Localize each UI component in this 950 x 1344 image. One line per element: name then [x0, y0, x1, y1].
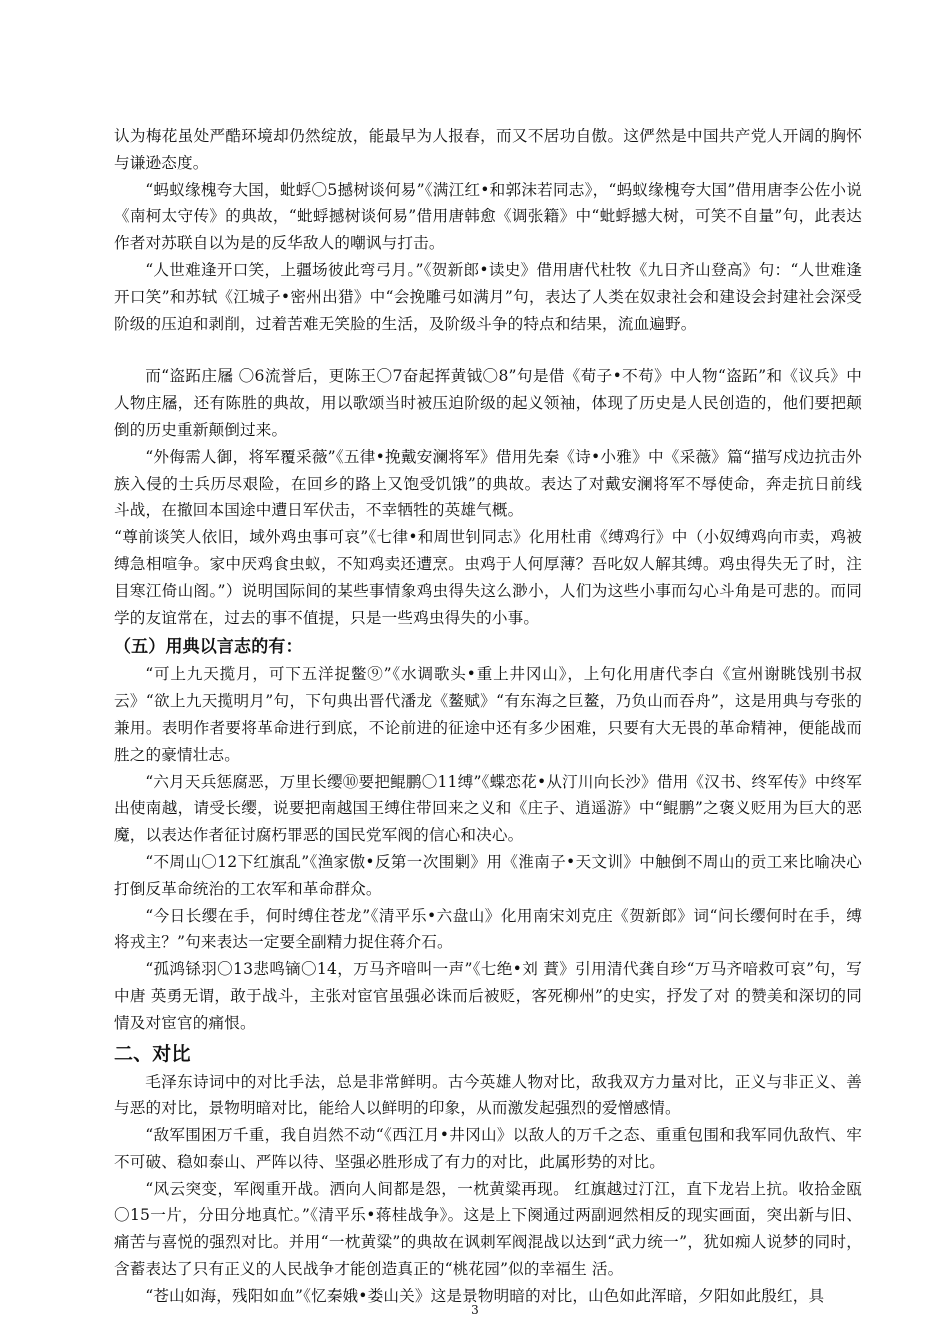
- paragraph-mountains-sea: “苍山如海，残阳如血”《忆秦娥•娄山关》这是景物明暗的对比，山色如此浑暗，夕阳如此殷红，具: [145, 1286, 825, 1305]
- paragraph-general-dai: “外侮需人御，将军覆采薇”《五律•挽戴安澜将军》借用先秦《诗•小雅》中《采薇》篇“描写戍边抗击外族入侵的士兵历尽艰险，在回乡的路上又饱受饥饿”的典故。表达了对戴安澜将军不辱使命，奔走抗日前线斗战，在撤回本国途中遭日军伏击，不幸牺牲的英雄气概。: [114, 447, 862, 520]
- paragraph-lone-goose: “孤鸿铩羽〇13悲鸣镝〇14，万马齐喑叫一声”《七绝•刘 蕡》引用清代龚自珍“万马齐喑救可哀”句，写中唐 英勇无谓，敢于战斗，主张对宦官虽强必诛而后被贬，客死柳州”的史实，抒发了对 的赞美和深切的同情及对宦官的痛恨。: [114, 960, 862, 1032]
- paragraph-plum-blossom: 认为梅花虽处严酷环境却仍然绽放，能最早为人报春，而又不居功自傲。这俨然是中国共产党人开阔的胸怀与谦逊态度。: [114, 127, 862, 172]
- document-body: [114, 123, 862, 1310]
- paragraph-spacer: [114, 337, 862, 363]
- section-heading-contrast: 二、对比: [114, 1042, 191, 1065]
- paragraph-enemy-siege: “敌军围困万千重，我自岿然不动“《西江月•井冈山》以敌人的万千之态、重重包围和我军同仇敌忾、牢不可破、稳如泰山、严阵以待、坚强必胜形成了有力的对比，此属形势的对比。: [114, 1126, 862, 1171]
- paragraph-rare-smile: “人世难逢开口笑，上疆场彼此弯弓月。”《贺新郎•读史》借用唐代杜牧《九日齐山登高》句：“人世难逢开口笑”和苏轼《江城子•密州出猎》中“会挽雕弓如满月”句，表达了人类在奴隶社会和建设会封建社会深受阶级的压迫和剥削，过着苦难无笑脸的生活，及阶级斗争的特点和结果，流血遍野。: [114, 260, 862, 333]
- paragraph-warlord-war: “风云突变，军阀重开战。洒向人间都是怨，一枕黄粱再现。 红旗越过汀江，直下龙岩上抗。收拾金瓯〇15一片，分田分地真忙。”《清平乐•蒋桂战争》。这是上下阕通过两副迥然相反的现实画面，突出新与旧、痛苦与喜悦的强烈对比。并用“一枕黄粱”的典故在讽刺军阀混战以达到“武力统一”，犹如痴人说梦的同时，含蓄表达了只有正义的人民战争才能创造真正的“桃花园”似的幸福生 活。: [114, 1179, 862, 1279]
- section-heading-allusion-aspiration: （五）用典以言志的有：: [114, 637, 303, 658]
- paragraph-chicken-insect: “尊前谈笑人依旧，域外鸡虫事可哀”《七律•和周世钊同志》化用杜甫《缚鸡行》中（小奴缚鸡向市卖，鸡被缚急相喧争。家中厌鸡食虫蚁，不知鸡卖还遭烹。虫鸡于人何厚薄？吾叱奴人解其缚。鸡虫得失无了时，注目寒江倚山阁。”）说明国际间的某些事情象鸡虫得失这么渺小，人们为这些小事而勾心斗角是可悲的。而同学的友谊常在，过去的事不值提，只是一些鸡虫得失的小事。: [114, 528, 862, 627]
- paragraph-rebel-leaders: 而“盗跖庄屩 〇6流誉后，更陈王〇7奋起挥黄钺〇8”句是借《荀子•不苟》中人物“盗跖”和《议兵》中人物庄屩，还有陈胜的典故，用以歌颂当时被压迫阶级的起义领袖，体现了历史是人民创造的，他们要把颠倒的历史重新颠倒过来。: [114, 367, 862, 439]
- paragraph-long-cord: “六月天兵惩腐恶，万里长缨⑩要把鲲鹏〇11缚”《蝶恋花•从汀川向长沙》借用《汉书、终军传》中终军出使南越，请受长缨，说要把南越国王缚住带回来之义和《庄子、逍遥游》中“鲲鹏”之褒义贬用为巨大的恶魔，以表达作者征讨腐朽罪恶的国民党军阀的信心和决心。: [114, 772, 862, 845]
- page-number: 3: [471, 1303, 479, 1317]
- paragraph-buzhou-mountain: “不周山〇12下红旗乱”《渔家傲•反第一次围剿》用《淮南子•天文训》中触倒不周山的贡工来比喻决心打倒反革命统治的工农军和革命群众。: [114, 852, 862, 898]
- paragraph-catch-moon: “可上九天揽月，可下五洋捉鳖⑨”《水调歌头•重上井冈山》，上句化用唐代李白《宣州谢眺饯别书叔云》“欲上九天揽明月”句，下句典出晋代潘龙《鳌赋》“有东海之巨鳌，乃负山而吞舟”，这是用典与夸张的兼用。表明作者要将革命进行到底，不论前进的征途中还有多少困难，只要有大无畏的革命精神，便能战而胜之的豪情壮志。: [114, 665, 862, 764]
- paragraph-contrast-intro: 毛泽东诗词中的对比手法，总是非常鲜明。古今英雄人物对比，敌我双方力量对比，正义与非正义、善与恶的对比，景物明暗对比，能给人以鲜明的印象，从而激发起强烈的爱憎感情。: [114, 1072, 862, 1118]
- paragraph-bind-dragon: “今日长缨在手，何时缚住苍龙”《清平乐•六盘山》化用南宋刘克庄《贺新郎》词“问长缨何时在手，缚将戎主？”句来表达一定要全副精力捉住蒋介石。: [114, 906, 862, 952]
- paragraph-ants-tree: “蚂蚁缘槐夸大国，蚍蜉〇5撼树谈何易”《满江红•和郭沫若同志》，“蚂蚁缘槐夸大国”借用唐李公佐小说《南柯太守传》的典故，“蚍蜉撼树谈何易”借用唐韩愈《调张籍》中“蚍蜉撼大树，可笑不自量”句，此表达作者对苏联自以为是的反华敌人的嘲讽与打击。: [114, 180, 862, 253]
